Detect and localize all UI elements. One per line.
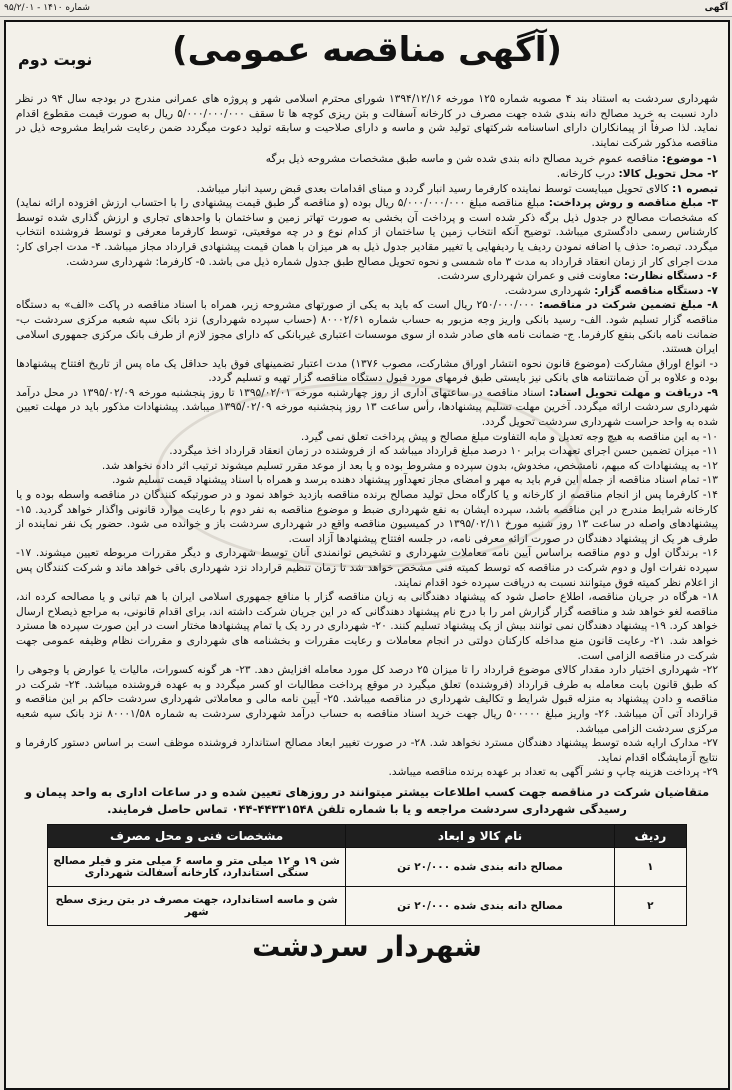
clause-lead: ۳- مبلغ مناقصه و روش پرداخت: xyxy=(548,197,718,210)
clause-item xyxy=(6,765,728,780)
clause-item xyxy=(6,284,728,299)
clause-text: ۱۳- تمام اسناد مناقصه از جمله این فرم باید به مهر و امضای مجاز تعهدآور پیشنهاد دهنده برسد و همراه با اسناد پیشنهاد قیمت تسلیم شود. xyxy=(111,474,718,487)
items-table xyxy=(47,824,687,926)
clause-text: ۲۲- شهرداری اختیار دارد مقدار کالای موضوع قرارداد را تا میزان ۲۵ درصد کل مورد معامله افزایش دهد. ۲۳- هر گونه کسورات، مالیات یا عوارض یا وجوهی را که طبق قانون بابت معامله به طرف قرارداد (فروشنده) تعلق میگیرد در موقع پرداخت مطالبات او کسر میگردد و به عهده فروشنده میباشد. ۲۴- شرکت در مناقصه و دادن پیشنهاد به منزله قبول شرایط و تکالیف شهرداری در مناقصه میباشد. ۲۵- آیین نامه مالی و معاملاتی شهرداری سردشت حاکم بر این مناقصه و قرارداد آتی آن میباشد. ۲۶- واریز مبلغ ۵۰۰۰۰۰ ریال جهت خرید اسناد مناقصه به حساب درآمد شهرداری سردشت به شماره ۸۰۰۰۱/۵۸ نزد بانک سپه شعبه مرکزی سردشت الزامی میباشد. xyxy=(16,664,719,735)
clause-item xyxy=(6,357,728,386)
clause-text: معاونت فنی و عمران شهرداری سردشت. xyxy=(437,270,624,283)
signature-mayor: شهردار سردشت xyxy=(252,929,482,963)
clause-item xyxy=(6,590,728,663)
contact-paragraph: متقاضیان شرکت در مناقصه جهت کسب اطلاعات بیشتر میتوانند در روزهای تعیین شده و در ساعات اداری به واحد پیمان و رسیدگی شهرداری سردشت مراجعه و یا با شماره تلفن ۴۴۳۳۱۵۴۸-۰۴۴ تماس حاصل فرمایند. xyxy=(24,784,710,816)
clause-lead: ۷- دستگاه مناقصه گزار: xyxy=(594,284,718,297)
clause-item xyxy=(6,167,728,182)
table-row xyxy=(48,886,687,925)
clause-text: ۲۵۰/۰۰۰/۰۰۰ ریال است که باید به یکی از صورتهای مشروحه زیر، همراه با اسناد مناقصه در پاکت «الف» به دستگاه مناقصه گزار تسلیم شود. الف- رسید بانکی واریز وجه مزبور به حساب شماره ۸۰۰۰۲/۶۱ (حساب سپرده شهرداری) نزد بانک سپه شعبه مرکزی سردشت ب- ضمانت نامه بانکی بنفع کارفرما. ج- ضمانت نامه های صادر شده از سوی موسسات اعتباری غیربانکی که دارای مجوز لازم از طرف بانک مرکزی جمهوری اسلامی ایران هستند. xyxy=(16,299,719,356)
clause-item xyxy=(6,459,728,474)
clause-item xyxy=(6,196,728,269)
header-row-number: ردیف xyxy=(614,824,686,847)
row-number: ۱ xyxy=(614,847,686,886)
clause-item xyxy=(6,269,728,284)
clause-item xyxy=(6,386,728,430)
table-header-row xyxy=(48,824,687,847)
clause-text: ۱۲- به پیشنهادات که مبهم، نامشخص، مخدوش، بدون سپرده و مشروط بوده و یا بعد از موعد مقرر تسلیم میشوند ترتیب اثر داده نخواهد شد. xyxy=(101,459,718,472)
clause-list xyxy=(6,152,728,780)
clause-item xyxy=(6,488,728,546)
clause-lead: ۱- موضوع: xyxy=(661,153,718,166)
clause-text: ۱۶- برندگان اول و دوم مناقصه براساس آیین نامه معاملات شهرداری و تشخیص توانمندی آنان توسط شهرداری و دیگر مقررات مربوطه تعیین میشوند. ۱۷- سپرده نفرات اول و دوم شرکت در مناقصه که توسط کمیته فنی مشخص خواهد شد تا زمان تنظیم قرارداد نزد شهرداری باقی خواهد ماند و شرکت کنندگان پس از اعلام نظر کمیته فوق میتوانند نسبت به دریافت سپرده خود اقدام نمایند. xyxy=(16,547,718,589)
clause-lead: ۲- محل تحویل کالا: xyxy=(618,167,718,180)
clause-lead: ۸- مبلغ تضمین شرکت در مناقصه: xyxy=(538,299,718,312)
row-number: ۲ xyxy=(614,886,686,925)
notice-title: (آگهی مناقصه عمومی) xyxy=(172,30,562,70)
clause-item xyxy=(6,182,728,197)
clause-item xyxy=(6,298,728,356)
clause-text: ۱۸- هرگاه در جریان مناقصه، اطلاع حاصل شود که پیشنهاد دهندگانی به زیان مناقصه گزار با منافع جمهوری اسلامی ایران با هم تبانی و یا مصالحه کرده اند، مناقصه لغو خواهد شد و مناقصه گزار گزارش امر را با درج نام پیشنهاد دهندگانی که در این جریان شرکت داشته اند، برای اقدام قانونی، به مراجع ذیصلاح ارسال خواهد کرد. ۱۹- پیشنهاد دهندگان نمی توانند بیش از یک پیشنهاد تسلیم کنند. ۲۰- شهرداری در رد یک یا تمام پیشنهادها مختار است در این صورت سپرده ها مسترد خواهد شد. ۲۱- رعایت قانون منع مداخله کارکنان دولتی در انجام معاملات و رعایت مقررات و بخشنامه های شهرداری و مقررات نظام وظیفه عمومی جهت شرکت در مناقصه الزامی است. xyxy=(16,591,718,662)
clause-item xyxy=(6,663,728,736)
item-spec: شن و ماسه استاندارد، جهت مصرف در بتن ریزی سطح شهر xyxy=(48,886,346,925)
clause-text: ۱۱- میزان تضمین حسن اجرای تعهدات برابر ۱۰ درصد مبلغ قرارداد میباشد که از فروشنده در زمان انعقاد قرارداد اخذ میگردد. xyxy=(169,445,718,458)
header-specs: مشخصات فنی و محل مصرف xyxy=(48,824,346,847)
clause-text: شهرداری سردشت. xyxy=(504,284,595,297)
clause-text: مناقصه عموم خرید مصالح دانه بندی شده شن و ماسه طبق مشخصات مشروحه ذیل برگه xyxy=(265,153,662,166)
clause-item xyxy=(6,444,728,459)
clause-text: د- انواع اوراق مشارکت (موضوع قانون نحوه انتشار اوراق مشارکت، مصوب ۱۳۷۶) مدت اعتبار تضمینهای فوق باید حداقل یک ماه پس از تاریخ افتتاح پیشنهادها بوده و علاوه بر آن ضمانتنامه های بانکی نیز بایستی طبق فرمهای مورد قبول دستگاه مناقصه گزار تهیه و تسلیم گردد. xyxy=(16,357,718,385)
item-name: مصالح دانه بندی شده ۲۰/۰۰۰ تن xyxy=(346,847,614,886)
clause-text: اسناد مناقصه در ساعتهای اداری از روز چهارشنبه مورخه ۱۳۹۵/۰۲/۰۱ تا روز پنجشنبه مورخه ۱۳۹۵/۰۲/۰۹ در محل درآمد شهرداری سردشت ارائه میگردد. آخرین مهلت تسلیم پیشنهادها، رأس ساعت ۱۳ روز پنجشنبه مورخه ۱۳۹۵/۰۲/۰۹ میباشد. پیشنهادات مذکور باید در مهلت تعیین شده به واحد حراست شهرداری سردشت تحویل گردد. xyxy=(16,386,718,429)
clause-text: ۱۰- به این مناقصه به هیچ وجه تعدیل و مابه التفاوت مبلغ مصالح و پیش پرداخت تعلق نمی گیرد. xyxy=(300,430,718,443)
clause-text: کالای تحویل میبایست توسط نماینده کارفرما رسید انبار گردد و مبنای اقدامات بعدی قبض رسید انبار میباشد. xyxy=(196,182,672,195)
clause-lead: تبصره ۱: xyxy=(672,182,718,195)
item-spec: شن ۱۹ و ۱۲ میلی متر و ماسه ۶ میلی متر و فیلر مصالح سنگی استاندارد، کارخانه آسفالت شهرداری xyxy=(48,847,346,886)
item-name: مصالح دانه بندی شده ۲۰/۰۰۰ تن xyxy=(346,886,614,925)
clause-lead: ۹- دریافت و مهلت تحویل اسناد: xyxy=(549,386,718,399)
section-label: آگهی xyxy=(704,3,728,13)
clause-text: مبلغ مناقصه مبلغ ۵/۰۰۰/۰۰۰/۰۰۰ ریال بوده (و مناقصه گر طبق قیمت پیشنهادی را با احتساب ارزش افزوده ارائه نماید) که مشخصات مصالح در جدول ذیل برگه ذکر شده است و پرداخت آن بخشی به صورت تهاتر زمین و ساختمان با واحدهای تجاری و ارزش گذاری شده توسط کارشناس رسمی دادگستری میباشد. توضیح آنکه انتخاب زمین یا ساختمان از کدام نوع و در چه موقعیتی، توسط کارفرما معرفی و توسط فروشنده انتخاب میگردد. تبصره: حذف یا اضافه نمودن ردیف یا ردیفهایی یا تغییر مقادیر جدول ذیل به هر میزان با همان قیمت پیشنهادی قرارداد مجاز میباشد. ۴- مدت اجرای کار: مدت اجرای کار از زمان انعقاد قرارداد به مدت ۳ ماه شمسی و نحوه تحویل مصالح طبق جدول شماره ذیل می باشد. ۵- کارفرما: شهرداری سردشت. xyxy=(16,197,718,268)
header-item-name: نام کالا و ابعاد xyxy=(346,824,614,847)
clause-text: ۱۴- کارفرما پس از انجام مناقصه از کارخانه و یا کارگاه محل تولید مصالح برنده مناقصه بازدید خواهد نمود و در صورتیکه کنندگان در مناقصه واسطه بوده و یا کارخانه شرایط مندرج در این مناقصه باشد، سپرده ایشان به نفع شهرداری ضبط و موضوع مناقصه به نفر دوم با رعایت موارد قانونی واگذار خواهد گردید. ۱۵- پیشنهادهای واصله در ساعت ۱۳ روز شنبه مورخ ۱۳۹۵/۰۲/۱۱ در کمیسیون مناقصه واقع در شهرداری سردشت باز و خوانده می شود. حضور یک نفر نماینده از طرف هر یک از پیشنهاد دهندگان در صورت ارائه معرفی نامه، در جلسه افتتاح پیشنهادها آزاد است. xyxy=(16,489,718,545)
issue-number: شماره ۱۴۱۰ - ۹۵/۲/۰۱ xyxy=(4,3,90,13)
clause-text: درب کارخانه. xyxy=(556,167,619,180)
newspaper-header-strip xyxy=(0,0,732,17)
clause-item xyxy=(6,430,728,445)
clause-lead: ۶- دستگاه نظارت: xyxy=(623,270,718,283)
clause-item xyxy=(6,473,728,488)
clause-text: ۲۷- مدارک ارایه شده توسط پیشنهاد دهندگان مسترد نخواهد شد. ۲۸- در صورت تغییر ابعاد مصالح استاندارد فروشنده موظف است بر اساس دستور کارفرما و نتایج آزمایشگاه اقدام نماید. xyxy=(16,737,718,764)
clause-item xyxy=(6,152,728,167)
publication-round: نوبت دوم xyxy=(18,50,93,69)
table-row xyxy=(48,847,687,886)
intro-paragraph: شهرداری سردشت به استناد بند ۴ مصوبه شماره ۱۲۵ مورخه ۱۳۹۴/۱۲/۱۶ شورای محترم اسلامی شهر و پروژه های عمرانی مندرج در بودجه سال ۹۴ در نظر دارد نسبت به خرید مصالح دانه بندی شده جهت مصرف در کارخانه آسفالت و بتن ریزی کوچه ها تا سقف ۵/۰۰۰/۰۰۰/۰۰۰ ریال به صورت قیمت مقطوع اقدام نماید. لذا صرفاً از پیمانکاران دارای اساسنامه شرکتهای تولید شن و ماسه و دارای صلاحیت و سابقه تولید دعوت میگردد ضمن رعایت شرایط مشروحه ذیل در مناقصه مذکور شرکت نمایند. xyxy=(16,93,718,149)
notice-header xyxy=(6,22,728,90)
tender-notice xyxy=(4,20,730,1090)
clause-text: ۲۹- پرداخت هزینه چاپ و نشر آگهی به تعداد بر عهده برنده مناقصه میباشد. xyxy=(388,766,718,779)
clause-item xyxy=(6,546,728,590)
clause-item xyxy=(6,736,728,765)
